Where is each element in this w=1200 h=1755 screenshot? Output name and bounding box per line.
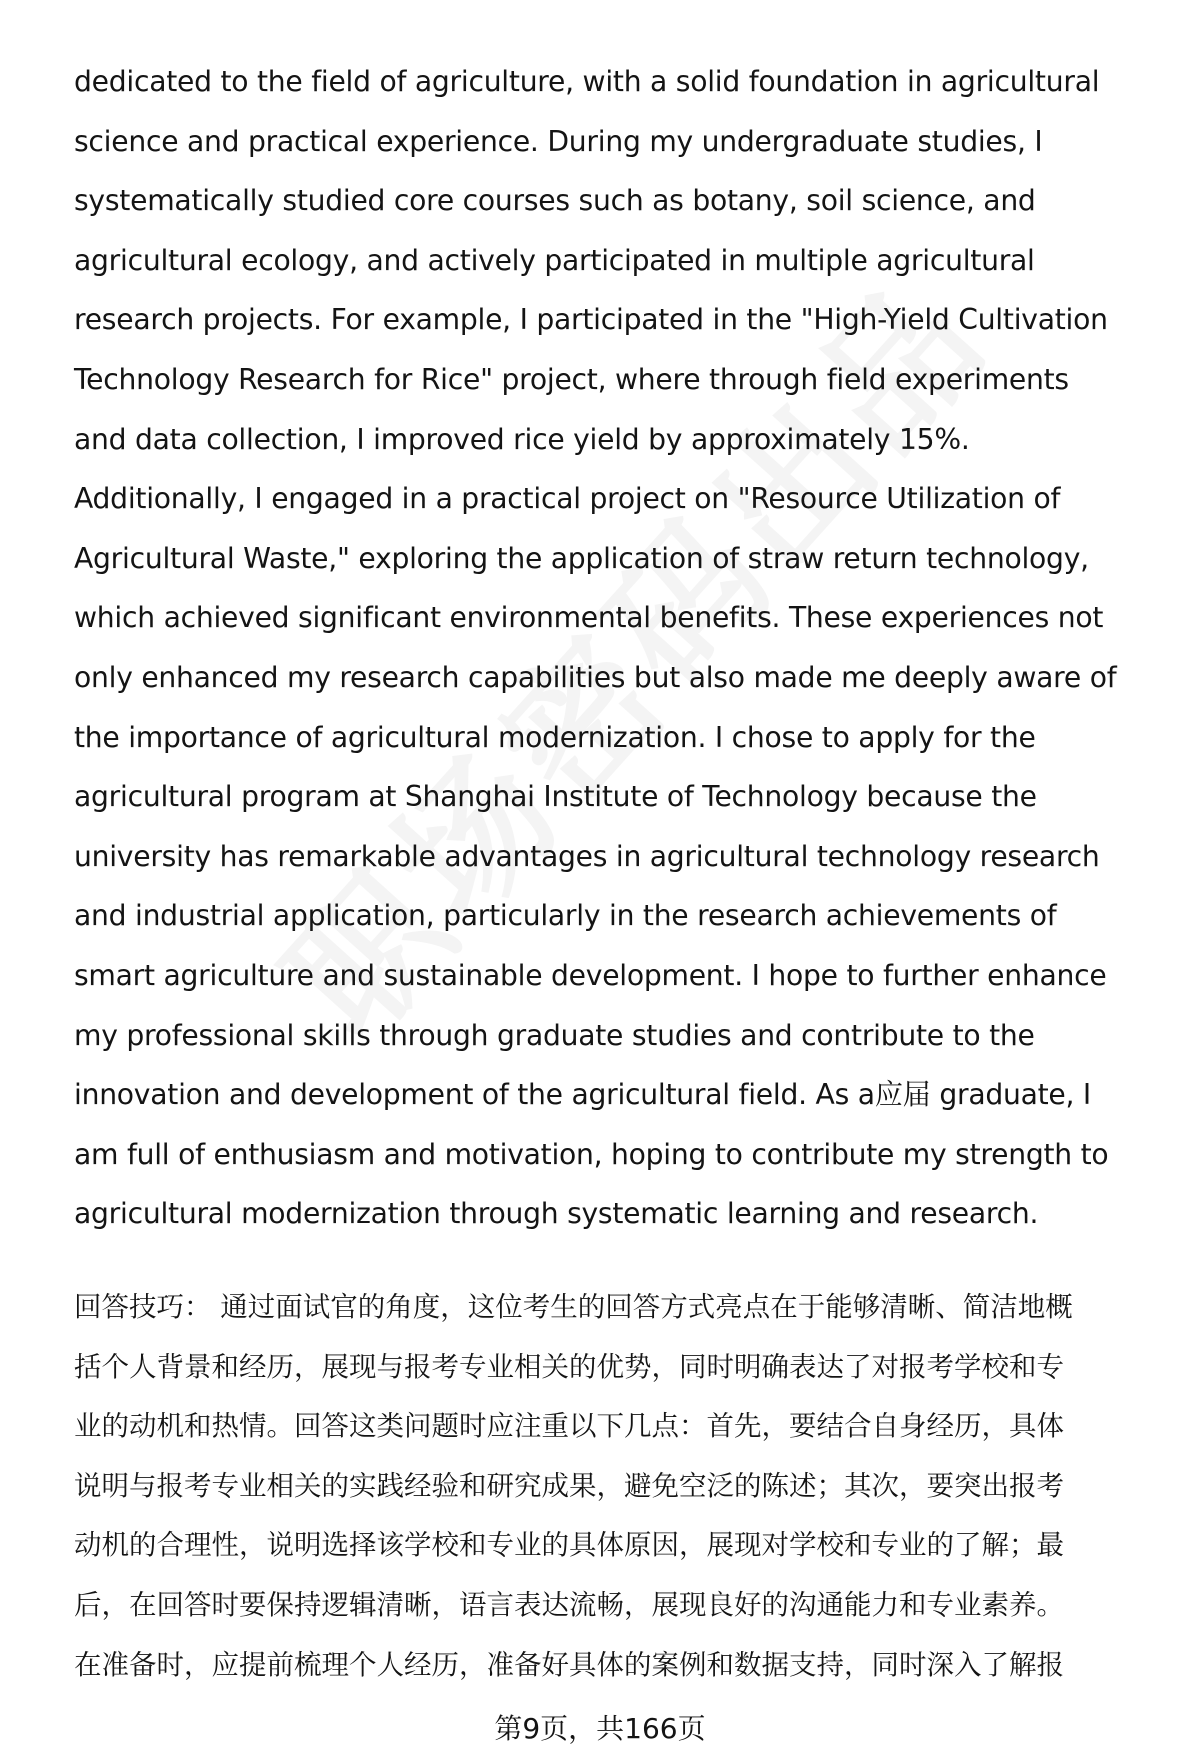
tips-line: 回答技巧： 通过面试官的角度，这位考生的回答方式亮点在于能够清晰、简洁地概 (74, 1291, 1073, 1323)
paragraph-line: innovation and development of the agricultural field. As a应届 graduate, I (74, 1078, 1091, 1112)
paragraph-line: and industrial application, particularly in the research achievements of (74, 899, 1057, 933)
paragraph-line: university has remarkable advantages in agricultural technology research (74, 839, 1100, 873)
english-paragraph (74, 52, 1116, 1244)
paragraph-line: the importance of agricultural modernization. I chose to apply for the (74, 720, 1036, 754)
paragraph-line: and data collection, I improved rice yield by approximately 15%. (74, 422, 970, 456)
paragraph-line: my professional skills through graduate studies and contribute to the (74, 1018, 1035, 1052)
paragraph-line: systematically studied core courses such as botany, soil science, and (74, 184, 1036, 218)
paragraph-line: research projects. For example, I participated in the "High-Yield Cultivation (74, 303, 1108, 337)
paragraph-line: which achieved significant environmental benefits. These experiences not (74, 601, 1104, 635)
paragraph-line: agricultural ecology, and actively participated in multiple agricultural (74, 243, 1035, 277)
paragraph-line: smart agriculture and sustainable development. I hope to further enhance (74, 958, 1107, 992)
paragraph-line: agricultural program at Shanghai Institute of Technology because the (74, 780, 1037, 814)
tips-line: 后，在回答时要保持逻辑清晰，语言表达流畅，展现良好的沟通能力和专业素养。 (74, 1588, 1064, 1621)
tips-line: 业的动机和热情。回答这类问题时应注重以下几点：首先，要结合自身经历，具体 (74, 1410, 1064, 1443)
tips-line: 动机的合理性，说明选择该学校和专业的具体原因，展现对学校和专业的了解；最 (74, 1529, 1064, 1562)
paragraph-line: science and practical experience. During my undergraduate studies, I (74, 124, 1043, 158)
tips-line: 括个人背景和经历，展现与报考专业相关的优势，同时明确表达了对报考学校和专 (74, 1350, 1064, 1383)
paragraph-line: dedicated to the field of agriculture, with a solid foundation in agricultural (74, 65, 1100, 98)
paragraph-line: am full of enthusiasm and motivation, hoping to contribute my strength to (74, 1137, 1109, 1171)
paragraph-line: agricultural modernization through systematic learning and research. (74, 1197, 1039, 1231)
answer-tips-paragraph (74, 1278, 1073, 1695)
tips-line: 说明与报考专业相关的实践经验和研究成果，避免空泛的陈述；其次，要突出报考 (74, 1469, 1064, 1502)
paragraph-line: Agricultural Waste," exploring the application of straw return technology, (74, 541, 1089, 575)
paragraph-line: Additionally, I engaged in a practical project on "Resource Utilization of (74, 482, 1061, 516)
tips-line: 在准备时，应提前梳理个人经历，准备好具体的案例和数据支持，同时深入了解报 (74, 1648, 1064, 1681)
paragraph-line: Technology Research for Rice" project, where through field experiments (74, 362, 1069, 396)
page-number-footer: 第9页，共166页 (494, 1712, 706, 1745)
paragraph-line: only enhanced my research capabilities but also made me deeply aware of (74, 660, 1117, 694)
